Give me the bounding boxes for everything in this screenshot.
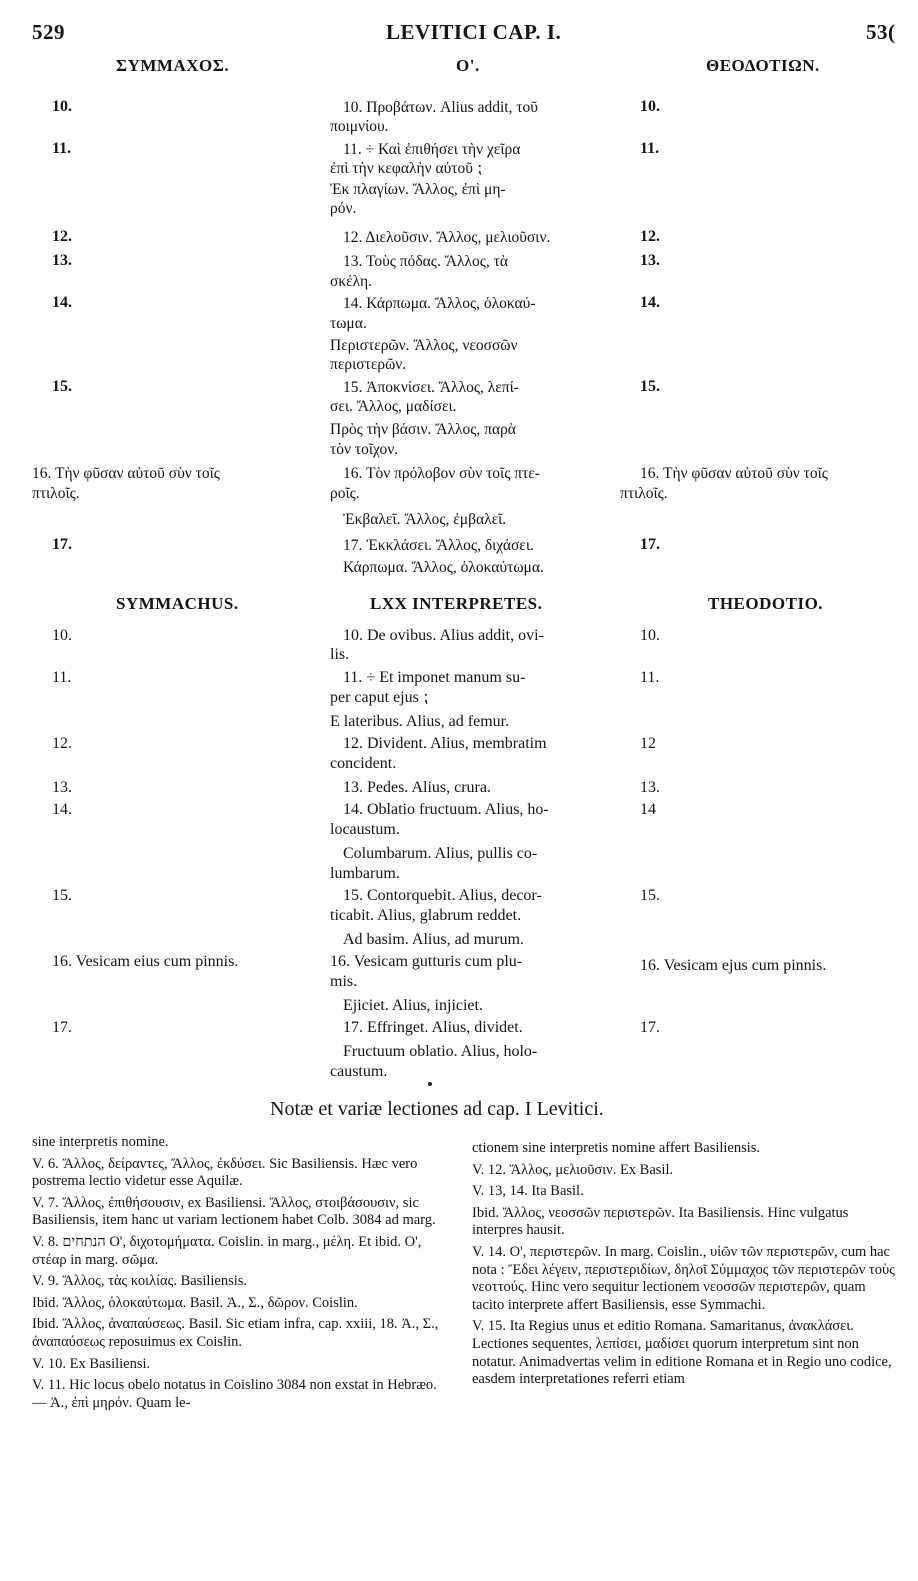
latin-left-verse-number: 13.	[52, 779, 72, 796]
latin-lxx-line: caustum.	[330, 1063, 388, 1080]
greek-left-verse-16-cont: πτιλοῖς.	[32, 485, 80, 502]
note-paragraph: Ibid. Ἄλλος, ὁλοκαύτωμα. Basil. Ἀ., Σ., δῶρον. Coislin.	[32, 1294, 358, 1311]
greek-right-verse-number: 17.	[640, 536, 660, 553]
greek-lxx-line: ἐπὶ τὴν κεφαλὴν αὐτοῦ ⁏	[330, 160, 483, 177]
latin-lxx-line: ticabit. Alius, glabrum reddet.	[330, 907, 522, 924]
greek-right-verse-number: 13.	[640, 252, 660, 269]
greek-lxx-line: σει. Ἄλλος, μαδίσει.	[330, 398, 457, 415]
latin-right-verse-number: 12	[640, 735, 656, 752]
latin-right-verse-number: 13.	[640, 779, 660, 796]
greek-lxx-line: 11. ÷ Καὶ ἐπιθήσει τὴν χεῖρα	[343, 141, 521, 158]
greek-right-verse-16: 16. Τὴν φῦσαν αὐτοῦ σὺν τοῖς	[640, 465, 828, 482]
latin-lxx-line: Fructuum oblatio. Alius, holo-	[343, 1043, 538, 1060]
greek-left-verse-number: 12.	[52, 228, 72, 245]
latin-lxx-line: 10. De ovibus. Alius addit, ovi-	[343, 627, 544, 644]
greek-lxx-line: 17. Ἐκκλάσει. Ἄλλος, διχάσει.	[343, 537, 534, 554]
latin-lxx-line: E lateribus. Alius, ad femur.	[330, 713, 510, 730]
greek-left-verse-number: 13.	[52, 252, 72, 269]
latin-lxx-line: locaustum.	[330, 821, 400, 838]
note-paragraph: V. 13, 14. Ita Basil.	[472, 1183, 584, 1200]
greek-left-verse-number: 11.	[52, 140, 72, 157]
greek-lxx-line: σκέλη.	[330, 273, 373, 290]
latin-heading-theodotion: THEODOTIO.	[708, 594, 824, 613]
note-paragraph: V. 15. Ita Regius unus et editio Romana. Samaritanus, ἀνακλάσει. Lectiones sequentes, λεπίσει, μαδίσει quorum interpretum sint non notatur. Animadvertas velim in editione Romana et in Regio uno codice, easdem interpretationes referri etiam	[472, 1318, 892, 1388]
note-paragraph: V. 6. Ἄλλος, δείραντες, Ἄλλος, ἐκδύσει. Sic Basiliensis. Hæc vero postrema lectio videtur esse Aquilæ.	[32, 1155, 418, 1190]
greek-lxx-line: ρόν.	[330, 200, 357, 217]
latin-lxx-line: 17. Effringet. Alius, dividet.	[343, 1019, 523, 1036]
greek-lxx-line: 14. Κάρπωμα. Ἄλλος, ὁλοκαύ-	[343, 295, 536, 312]
latin-lxx-line: lumbarum.	[330, 865, 400, 882]
latin-lxx-line: 13. Pedes. Alius, crura.	[343, 779, 491, 796]
latin-left-verse-number: 10.	[52, 627, 72, 644]
greek-left-verse-16: 16. Τὴν φῦσαν αὐτοῦ σὺν τοῖς	[32, 465, 220, 482]
latin-lxx-line: 16. Vesicam gutturis cum plu-	[330, 953, 523, 970]
greek-lxx-line: Ἐκ πλαγίων. Ἄλλος, ἐπὶ μη-	[330, 181, 506, 198]
latin-lxx-line: concident.	[330, 755, 397, 772]
greek-lxx-line: περιστερῶν.	[330, 356, 407, 373]
latin-left-verse-number: 14.	[52, 801, 72, 818]
greek-lxx-line: 12. Διελοῦσιν. Ἄλλος, μελιοῦσιν.	[343, 229, 551, 246]
latin-heading-lxx: LXX INTERPRETES.	[370, 594, 543, 613]
greek-lxx-line: Κάρπωμα. Ἄλλος, ὁλοκαύτωμα.	[343, 559, 544, 576]
note-paragraph: V. 8. הנתחים O', διχοτομήματα. Coislin. in marg., μέλη. Et ibid. O', στέαρ in marg. σῶμα.	[32, 1233, 422, 1268]
latin-lxx-line: Ejiciet. Alius, injiciet.	[343, 997, 483, 1014]
latin-left-verse-number: 15.	[52, 887, 72, 904]
greek-left-verse-number: 10.	[52, 98, 72, 115]
greek-lxx-line: Ἐκβαλεῖ. Ἄλλος, ἐμβαλεῖ.	[343, 511, 507, 528]
note-paragraph: V. 9. Ἄλλος, τὰς κοιλίας. Basiliensis.	[32, 1273, 248, 1290]
page-number-right: 53(	[866, 20, 896, 44]
greek-lxx-line: 13. Τοὺς πόδας. Ἄλλος, τὰ	[343, 253, 508, 270]
greek-heading-lxx: Ο'.	[456, 56, 480, 75]
greek-right-verse-number: 12.	[640, 228, 660, 245]
latin-left-verse-number: 11.	[52, 669, 72, 686]
note-paragraph: V. 7. Ἄλλος, ἐπιθήσουσιν, ex Basiliensi. Ἄλλος, στοιβάσουσιν, sic Basiliensis, item hanc ut variam lectionem habet Colb. 3084 ad marg.	[32, 1194, 436, 1229]
latin-right-verse-number: 17.	[640, 1019, 660, 1036]
greek-lxx-line: Πρὸς τὴν βάσιν. Ἄλλος, παρὰ	[330, 421, 516, 438]
latin-lxx-line: Ad basim. Alius, ad murum.	[343, 931, 524, 948]
greek-lxx-line: ποιμνίου.	[330, 118, 389, 135]
note-paragraph: Ibid. Ἄλλος, ἀναπαύσεως. Basil. Sic etiam infra, cap. xxiii, 18. Ἀ., Σ., ἀναπαύσεως reposuimus ex Coislin.	[32, 1316, 439, 1350]
latin-right-verse-16: 16. Vesicam ejus cum pinnis.	[640, 957, 827, 974]
latin-lxx-line: mis.	[330, 973, 358, 990]
greek-lxx-line: Περιστερῶν. Ἄλλος, νεοσσῶν	[330, 337, 518, 354]
note-paragraph: V. 14. O', περιστερῶν. In marg. Coislin., υἱῶν τῶν περιστερῶν, cum hac nota : Ἔδει λέγειν, περιστεριδίων, δηλοῖ Σύμμαχος τῶν περιστερῶν τοὺς νεοττούς. Hinc vero sequitur lectionem νεοσσῶν περιστερῶν, quam tacito interprete affert Basiliensis, esse Symmachi.	[472, 1243, 895, 1313]
note-paragraph: V. 12. Ἄλλος, μελιοῦσιν. Ex Basil.	[472, 1161, 674, 1178]
latin-lxx-line: Columbarum. Alius, pullis co-	[343, 845, 538, 862]
greek-right-verse-number: 11.	[640, 140, 660, 157]
running-title: LEVITICI CAP. I.	[386, 20, 562, 44]
greek-left-verse-number: 15.	[52, 378, 72, 395]
latin-right-verse-number: 11.	[640, 669, 660, 686]
greek-left-verse-number: 17.	[52, 536, 72, 553]
greek-right-verse-number: 10.	[640, 98, 660, 115]
greek-lxx-line: 10. Προβάτων. Alius addit, τοῦ	[343, 99, 538, 116]
latin-lxx-line: 12. Divident. Alius, membratim	[343, 735, 547, 752]
greek-lxx-line: τὸν τοῖχον.	[330, 441, 399, 458]
latin-lxx-line: lis.	[330, 646, 350, 663]
note-paragraph: sine interpretis nomine.	[32, 1134, 169, 1150]
notes-title: Notæ et variæ lectiones ad cap. I Levitici.	[270, 1098, 604, 1120]
latin-right-verse-number: 15.	[640, 887, 660, 904]
notes-left-column	[32, 1134, 454, 1416]
note-paragraph: ctionem sine interpretis nomine affert Basiliensis.	[472, 1140, 761, 1156]
latin-heading-symmachus: SYMMACHUS.	[116, 594, 239, 613]
greek-right-verse-number: 15.	[640, 378, 660, 395]
page-number-left: 529	[32, 20, 65, 44]
greek-right-verse-16-cont: πτιλοῖς.	[620, 485, 668, 502]
greek-lxx-line: 16. Τὸν πρόλοβον σὺν τοῖς πτε-	[343, 465, 540, 482]
latin-lxx-line: 14. Oblatio fructuum. Alius, ho-	[343, 801, 549, 818]
latin-lxx-line: 15. Contorquebit. Alius, decor-	[343, 887, 542, 904]
latin-right-verse-number: 14	[640, 801, 656, 818]
greek-lxx-line: 15. Ἀποκνίσει. Ἄλλος, λεπί-	[343, 379, 519, 396]
latin-left-verse-number: 12.	[52, 735, 72, 752]
latin-left-verse-16: 16. Vesicam eius cum pinnis.	[52, 953, 239, 970]
latin-right-verse-number: 10.	[640, 627, 660, 644]
notes-right-column	[472, 1140, 896, 1393]
greek-left-verse-number: 14.	[52, 294, 72, 311]
note-paragraph: V. 11. Hic locus obelo notatus in Coislino 3084 non exstat in Hebræo. — Ἀ., ἐπὶ μηρόν. Quam le-	[32, 1377, 437, 1411]
greek-lxx-line: ροῖς.	[330, 485, 360, 502]
greek-heading-theodotion: ΘΕΟΔΟΤΙΩΝ.	[706, 56, 820, 75]
greek-lxx-line: τωμα.	[330, 315, 367, 332]
greek-right-verse-number: 14.	[640, 294, 660, 311]
greek-heading-symmachus: ΣΥΜΜΑΧΟΣ.	[116, 56, 230, 75]
section-bullet	[428, 1082, 432, 1086]
latin-lxx-line: per caput ejus ⁏	[330, 689, 429, 706]
note-paragraph: V. 10. Ex Basiliensi.	[32, 1355, 151, 1372]
note-paragraph: Ibid. Ἄλλος, νεοσσῶν περιστερῶν. Ita Basiliensis. Hinc vulgatus interpres hausit.	[472, 1204, 849, 1239]
latin-lxx-line: 11. ÷ Et imponet manum su-	[343, 669, 526, 686]
latin-left-verse-number: 17.	[52, 1019, 72, 1036]
